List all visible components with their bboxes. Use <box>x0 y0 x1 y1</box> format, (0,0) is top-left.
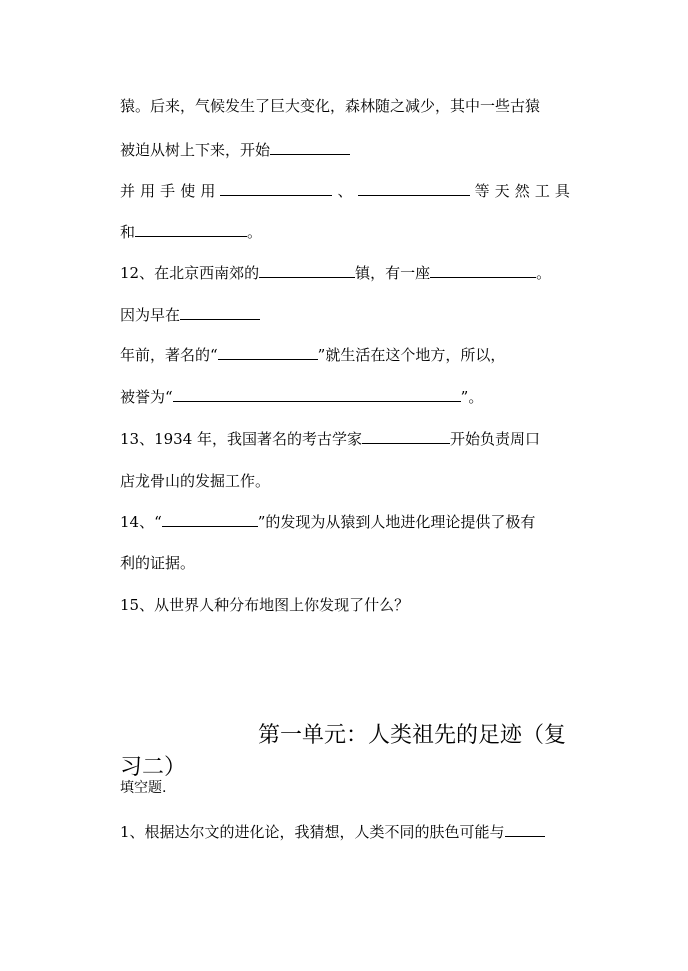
text-line-4 <box>120 222 570 242</box>
question-15: 15、从世界人种分布地图上你发现了什么？ <box>120 596 410 614</box>
question-14 <box>120 512 570 532</box>
char: 具 <box>554 182 570 200</box>
char: 使 <box>180 182 196 200</box>
text: 镇，有一座 <box>355 264 431 282</box>
answer-blank[interactable] <box>430 263 536 278</box>
question-13 <box>120 429 570 449</box>
section-heading-continued: 习二） <box>120 755 187 780</box>
text: 开始负责周口 <box>450 430 541 448</box>
char: 手 <box>160 182 176 200</box>
question-14-line-2: 利的证据。 <box>120 554 196 572</box>
answer-blank[interactable] <box>259 263 355 278</box>
char: 天 <box>494 182 510 200</box>
answer-blank[interactable] <box>358 181 470 196</box>
answer-blank[interactable] <box>135 222 247 237</box>
text: ”。 <box>460 388 484 406</box>
answer-blank[interactable] <box>180 305 260 320</box>
char: 然 <box>514 182 530 200</box>
answer-blank[interactable] <box>173 387 461 402</box>
text: 和 <box>120 223 136 241</box>
text: 。 <box>247 223 263 241</box>
question-12-line-3 <box>120 345 570 365</box>
char: 用 <box>140 182 156 200</box>
section-heading: 第一单元：人类祖先的足迹（复 <box>258 723 567 748</box>
char: 并 <box>120 182 136 200</box>
answer-blank[interactable] <box>220 181 332 196</box>
text: 年前，著名的“ <box>120 346 218 364</box>
question-12 <box>120 263 570 283</box>
separator: 、 <box>337 182 353 200</box>
text: ”的发现为从猿到人地进化理论提供了极有 <box>257 513 536 531</box>
text-line-3 <box>120 181 570 201</box>
question-13-line-2: 店龙骨山的发掘工作。 <box>120 472 271 490</box>
char: 用 <box>200 182 216 200</box>
answer-blank[interactable] <box>362 429 450 444</box>
text-line-2 <box>120 140 570 160</box>
text: 。 <box>536 264 552 282</box>
char: 工 <box>534 182 550 200</box>
text-line-1: 猿。后来，气候发生了巨大变化，森林随之减少，其中一些古猿 <box>120 97 541 115</box>
answer-blank[interactable] <box>505 822 545 837</box>
char: 等 <box>474 182 490 200</box>
answer-blank[interactable] <box>270 140 350 155</box>
answer-blank[interactable] <box>218 345 318 360</box>
question-1 <box>120 822 570 842</box>
text: 1、根据达尔文的进化论，我猜想，人类不同的肤色可能与 <box>120 823 505 841</box>
question-12-line-2 <box>120 305 570 325</box>
text-line-2-text: 被迫从树上下来，开始 <box>120 141 271 159</box>
text: 被誉为“ <box>120 388 173 406</box>
answer-blank[interactable] <box>162 512 258 527</box>
text: 13、1934 年，我国著名的考古学家 <box>120 430 363 448</box>
text: ”就生活在这个地方，所以， <box>317 346 506 364</box>
text: 因为早在 <box>120 306 181 324</box>
section-subtitle: 填空题. <box>120 780 167 796</box>
question-12-line-4 <box>120 387 570 407</box>
text: 14、“ <box>120 513 162 531</box>
text: 12、在北京西南郊的 <box>120 264 260 282</box>
